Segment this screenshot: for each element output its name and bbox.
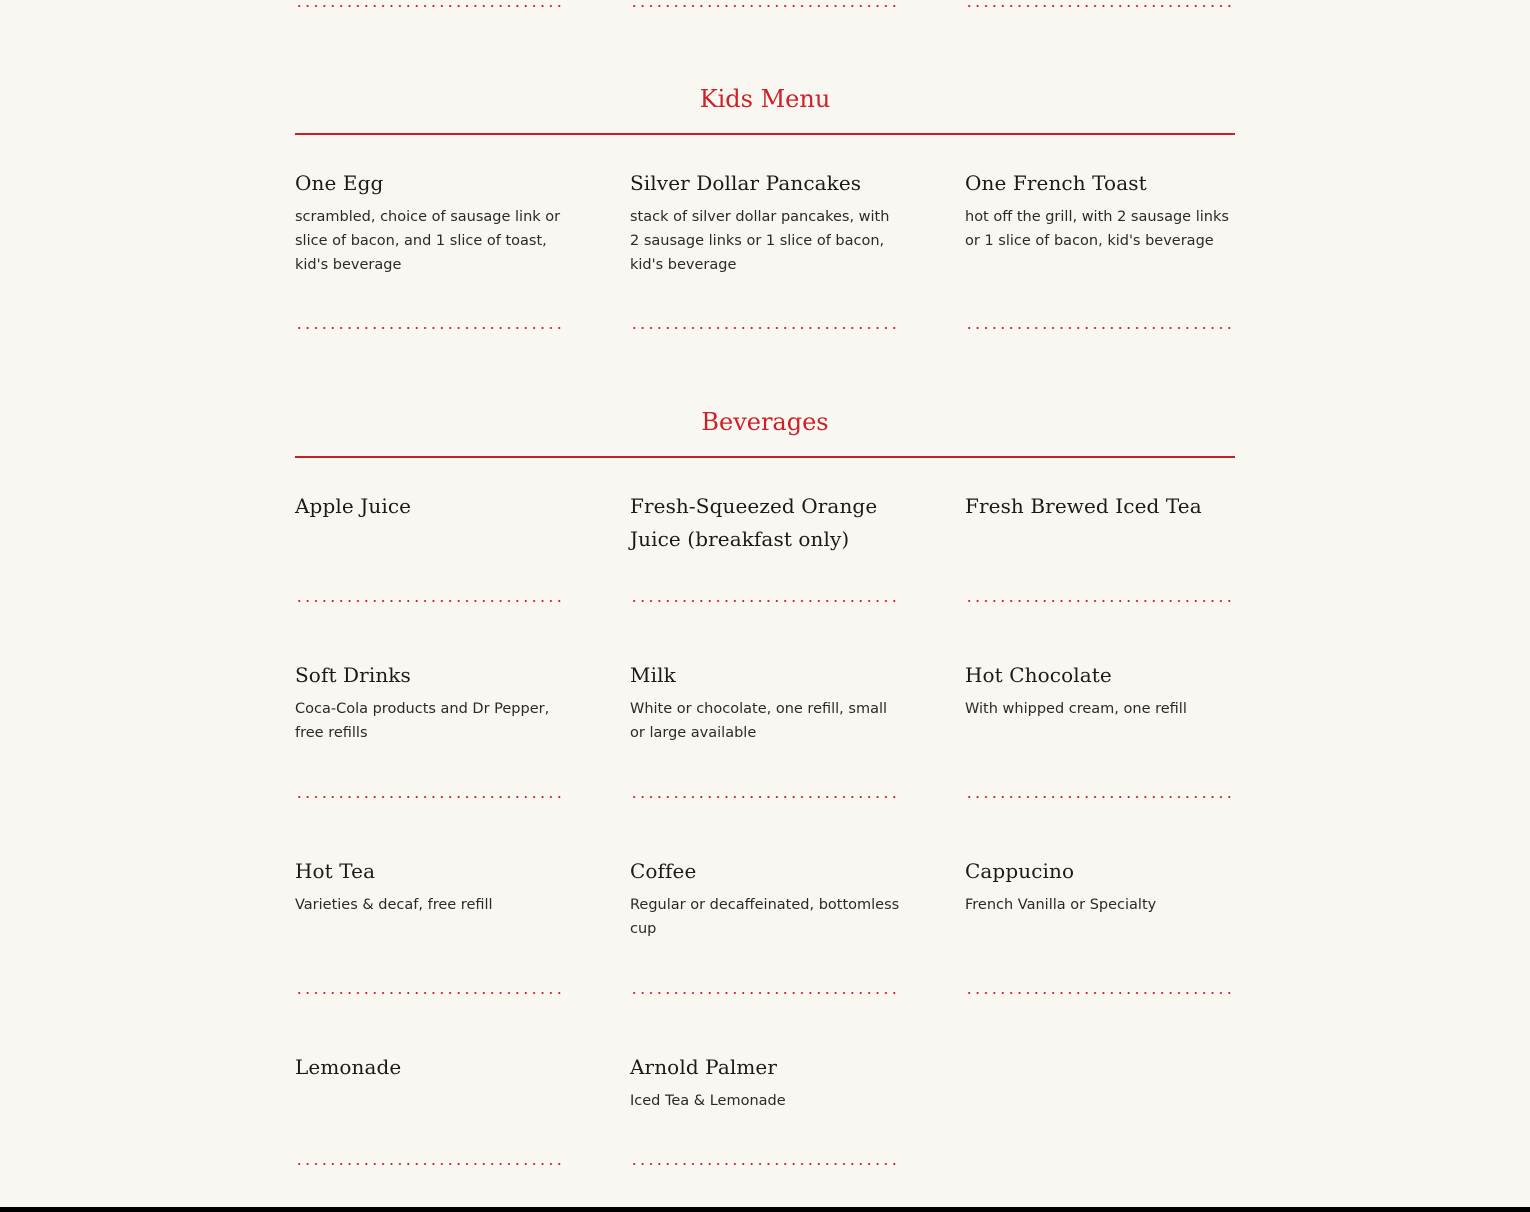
menu-item: [965, 659, 1235, 721]
item-separator: [295, 991, 565, 995]
menu-item: [630, 490, 900, 556]
item-separator: [965, 599, 1235, 603]
item-separator: [630, 1162, 900, 1166]
section-title-kids: Kids Menu: [699, 85, 831, 113]
item-separator: [295, 326, 565, 330]
menu-item: [630, 1051, 900, 1113]
item-name: Silver Dollar Pancakes: [630, 171, 862, 195]
item-name: One Egg: [295, 171, 384, 195]
section-title-beverages: Beverages: [701, 408, 829, 436]
item-name: Milk: [630, 663, 676, 687]
item-description: Regular or decaffeinated, bottomless cup: [630, 897, 900, 937]
item-name: Apple Juice: [295, 494, 412, 518]
item-description: Varieties & decaf, free refill: [295, 897, 493, 913]
item-name: Fresh Brewed Iced Tea: [965, 494, 1202, 518]
item-description: Iced Tea & Lemonade: [630, 1093, 786, 1109]
item-name: Lemonade: [295, 1055, 402, 1079]
item-name: Hot Chocolate: [965, 663, 1112, 687]
item-separator: [965, 795, 1235, 799]
item-description: scrambled, choice of sausage link or slice of bacon, and 1 slice of toast, kid's beverage: [295, 209, 561, 273]
item-name: Cappucino: [965, 859, 1075, 883]
item-separator: [630, 326, 900, 330]
item-separator: [630, 599, 900, 603]
menu-item: [295, 490, 565, 523]
item-separator: [295, 599, 565, 603]
menu-item: [630, 659, 900, 745]
menu-item: [965, 167, 1235, 253]
item-separator: [295, 795, 565, 799]
item-description: French Vanilla or Specialty: [965, 897, 1157, 913]
menu-item: [295, 1051, 565, 1084]
menu-item: [295, 167, 565, 277]
item-description: hot off the grill, with 2 sausage links or 1 slice of bacon, kid's beverage: [965, 209, 1229, 249]
item-description: Coca-Cola products and Dr Pepper, free refills: [295, 701, 550, 741]
menu-item: [965, 855, 1235, 917]
menu-item: [965, 490, 1235, 523]
item-separator: [630, 795, 900, 799]
item-separator: [630, 4, 900, 8]
item-separator: [630, 991, 900, 995]
item-name: Coffee: [630, 859, 697, 883]
item-separator: [965, 4, 1235, 8]
menu-item: [630, 167, 900, 277]
item-name: Arnold Palmer: [630, 1055, 778, 1079]
menu-item: [630, 855, 900, 941]
item-name: One French Toast: [965, 171, 1147, 195]
menu-item: [295, 855, 565, 917]
menu-item: [295, 659, 565, 745]
item-name: Soft Drinks: [295, 663, 411, 687]
item-description: stack of silver dollar pancakes, with 2 sausage links or 1 slice of bacon, kid's beverage: [630, 209, 890, 273]
item-separator: [295, 4, 565, 8]
item-separator: [295, 1162, 565, 1166]
item-name: Fresh-Squeezed Orange Juice (breakfast only): [630, 494, 878, 551]
item-description: With whipped cream, one refill: [965, 701, 1187, 717]
item-name: Hot Tea: [295, 859, 376, 883]
item-separator: [965, 326, 1235, 330]
item-description: White or chocolate, one refill, small or large available: [630, 701, 888, 741]
section-divider: [295, 133, 1235, 135]
item-separator: [965, 991, 1235, 995]
footer-bar: [0, 1207, 1530, 1212]
section-divider: [295, 456, 1235, 458]
